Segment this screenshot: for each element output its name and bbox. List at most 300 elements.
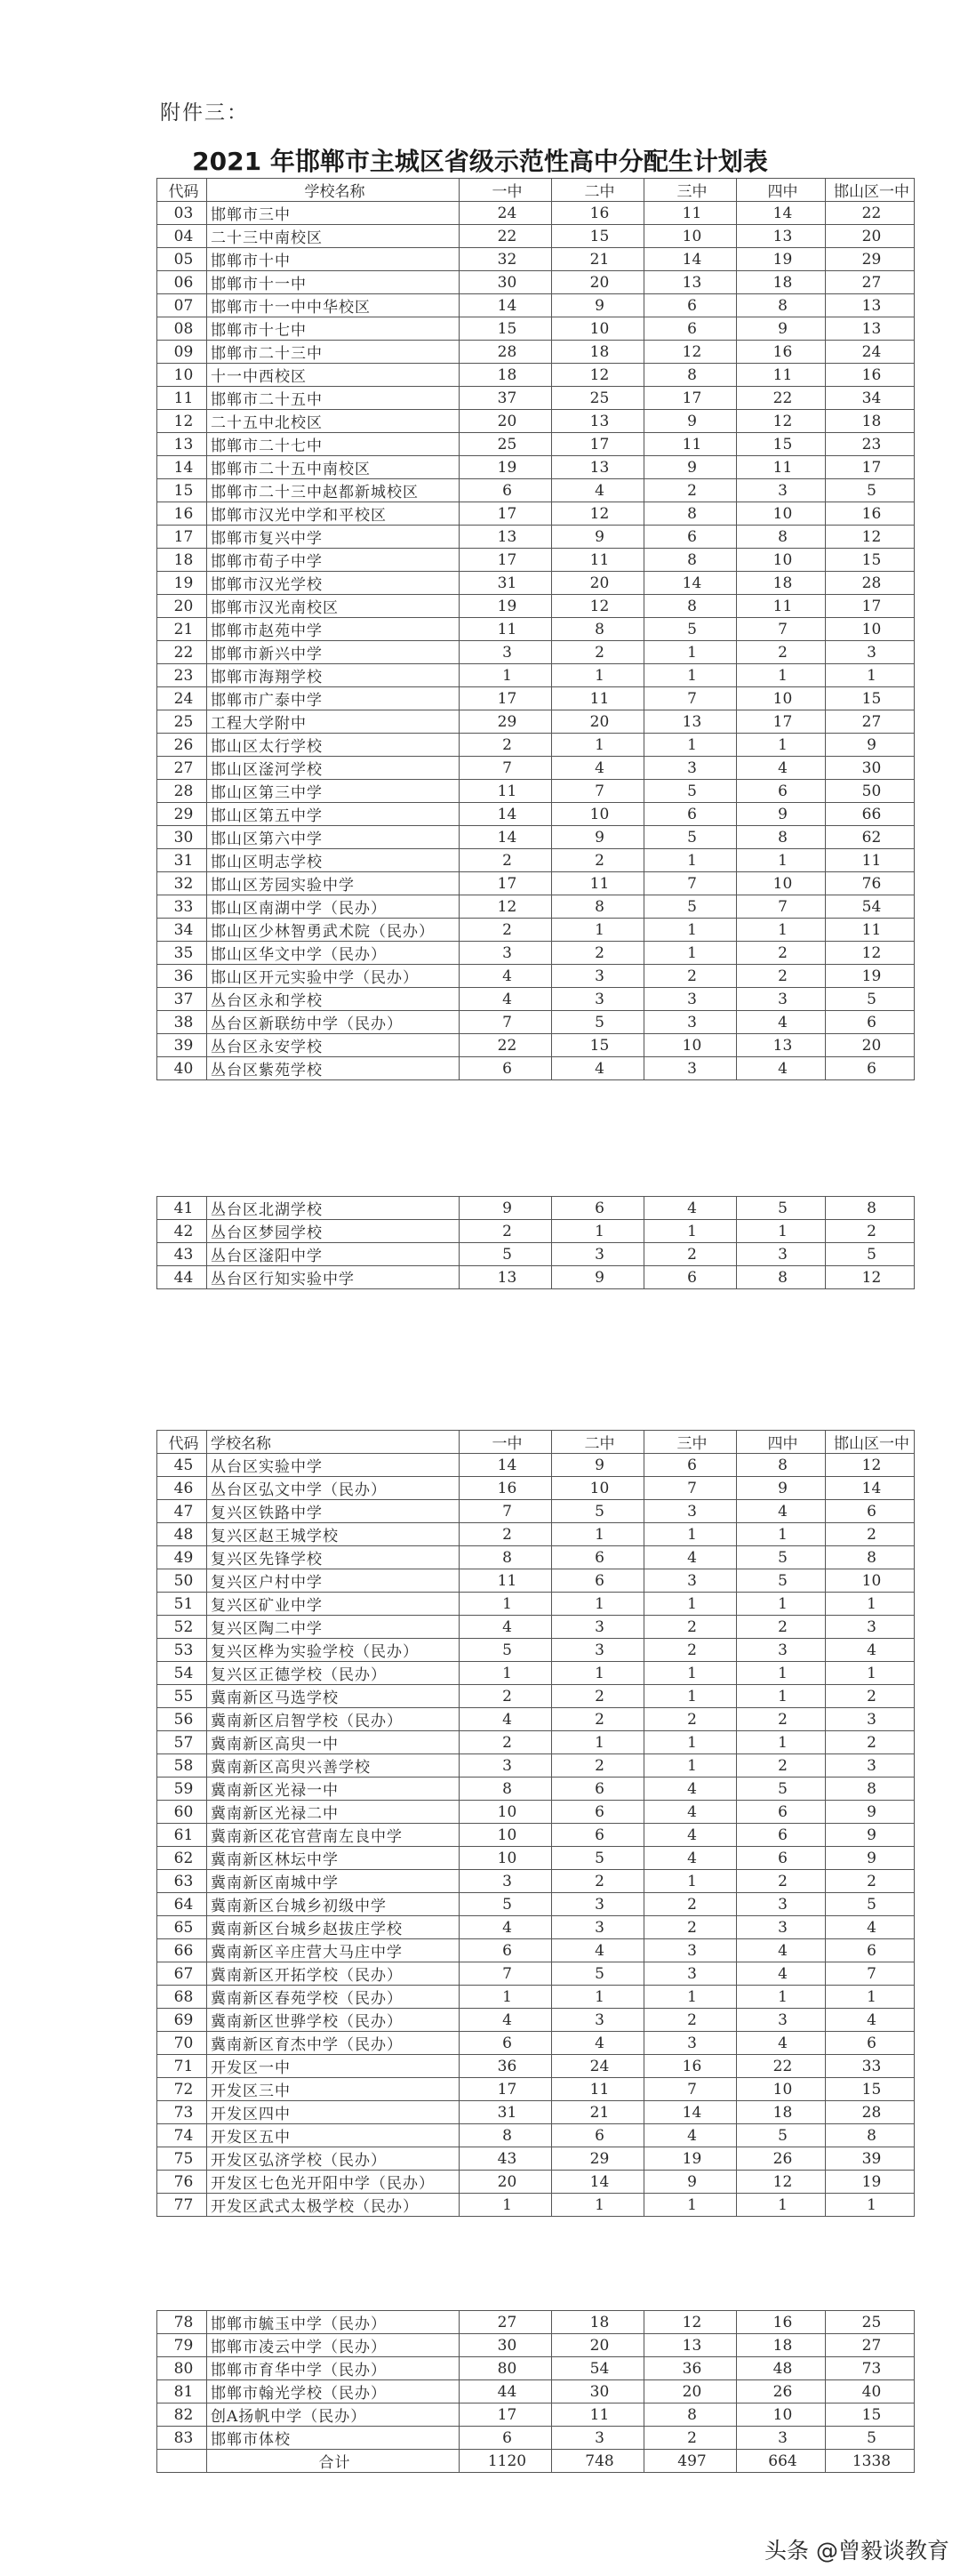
- cell-school-name: 邯郸市二十三中: [207, 341, 460, 364]
- table-row: [157, 2403, 915, 2427]
- cell-quota: 4: [460, 1708, 552, 1731]
- cell-quota: 2: [460, 919, 552, 942]
- allocation-table-1: [156, 178, 915, 1080]
- cell-code: 39: [157, 1034, 207, 1057]
- attachment-label: 附件三：: [160, 101, 249, 124]
- table-row: [157, 710, 915, 734]
- cell-quota: 1: [552, 734, 644, 757]
- cell-quota: 2: [552, 641, 644, 664]
- cell-quota: 7: [552, 780, 644, 803]
- cell-quota: 9: [737, 317, 826, 341]
- cell-quota: 4: [460, 2009, 552, 2032]
- cell-code: 81: [157, 2380, 207, 2403]
- cell-quota: 12: [644, 2311, 737, 2334]
- cell-quota: 37: [460, 387, 552, 410]
- table-row: [157, 2171, 915, 2194]
- cell-quota: 1: [826, 1662, 915, 1685]
- total-row: [157, 2450, 915, 2473]
- cell-quota: 22: [826, 202, 915, 225]
- cell-quota: 10: [644, 1034, 737, 1057]
- cell-quota: 10: [552, 1477, 644, 1500]
- cell-quota: 6: [460, 1057, 552, 1080]
- header-col-3: 四中: [737, 1431, 826, 1454]
- cell-quota: 3: [737, 1243, 826, 1266]
- cell-quota: 36: [460, 2055, 552, 2078]
- cell-quota: 1120: [460, 2450, 552, 2473]
- cell-code: 63: [157, 1870, 207, 1893]
- cell-quota: 8: [737, 1266, 826, 1289]
- cell-code: 37: [157, 988, 207, 1011]
- cell-school-name: 冀南新区辛庄营大马庄中学: [207, 1939, 460, 1962]
- cell-code: 47: [157, 1500, 207, 1523]
- cell-code: 48: [157, 1523, 207, 1546]
- cell-code: 28: [157, 780, 207, 803]
- cell-quota: 6: [737, 780, 826, 803]
- cell-quota: 2: [737, 942, 826, 965]
- cell-quota: 3: [644, 1500, 737, 1523]
- cell-quota: 14: [644, 2101, 737, 2124]
- cell-code: 56: [157, 1708, 207, 1731]
- cell-code: 42: [157, 1220, 207, 1243]
- cell-quota: 3: [552, 988, 644, 1011]
- cell-quota: 14: [460, 826, 552, 849]
- cell-school-name: 邯山区太行学校: [207, 734, 460, 757]
- cell-quota: 5: [552, 1500, 644, 1523]
- cell-quota: 3: [737, 988, 826, 1011]
- cell-school-name: 丛台区弘文中学（民办）: [207, 1477, 460, 1500]
- cell-code: 41: [157, 1197, 207, 1220]
- table-row: [157, 664, 915, 687]
- cell-quota: 11: [644, 202, 737, 225]
- table-row: [157, 2124, 915, 2147]
- cell-quota: 6: [826, 1011, 915, 1034]
- cell-quota: 10: [737, 549, 826, 572]
- cell-school-name: 复兴区先锋学校: [207, 1546, 460, 1569]
- cell-quota: 6: [552, 1197, 644, 1220]
- cell-code: 26: [157, 734, 207, 757]
- cell-quota: 29: [460, 710, 552, 734]
- cell-school-name: 邯郸市十一中中华校区: [207, 294, 460, 317]
- cell-quota: 6: [460, 479, 552, 502]
- cell-quota: 12: [644, 341, 737, 364]
- cell-quota: 6: [826, 2032, 915, 2055]
- cell-quota: 2: [644, 1243, 737, 1266]
- cell-quota: 22: [737, 387, 826, 410]
- cell-code: [157, 2450, 207, 2473]
- cell-school-name: 邯山区芳园实验中学: [207, 872, 460, 895]
- cell-quota: 5: [644, 780, 737, 803]
- cell-school-name: 冀南新区马选学校: [207, 1685, 460, 1708]
- cell-quota: 2: [826, 1523, 915, 1546]
- cell-school-name: 邯山区南湖中学（民办）: [207, 895, 460, 919]
- cell-code: 29: [157, 803, 207, 826]
- table-row: [157, 641, 915, 664]
- cell-school-name: 开发区一中: [207, 2055, 460, 2078]
- cell-quota: 17: [737, 710, 826, 734]
- cell-code: 67: [157, 1962, 207, 1986]
- cell-quota: 1: [737, 734, 826, 757]
- cell-quota: 1: [644, 849, 737, 872]
- cell-quota: 1: [644, 641, 737, 664]
- cell-code: 59: [157, 1778, 207, 1801]
- cell-quota: 11: [737, 456, 826, 479]
- table-row: [157, 572, 915, 595]
- cell-code: 62: [157, 1847, 207, 1870]
- cell-school-name: 丛台区新联纺中学（民办）: [207, 1011, 460, 1034]
- cell-quota: 5: [644, 618, 737, 641]
- table-row: [157, 872, 915, 895]
- table-row: [157, 248, 915, 271]
- cell-code: 07: [157, 294, 207, 317]
- table-row: [157, 271, 915, 294]
- table-row: [157, 687, 915, 710]
- table-row: [157, 1708, 915, 1731]
- cell-quota: 8: [552, 895, 644, 919]
- cell-quota: 16: [826, 502, 915, 526]
- cell-quota: 17: [826, 595, 915, 618]
- cell-quota: 8: [737, 294, 826, 317]
- table-row: [157, 1569, 915, 1593]
- table-row: [157, 2009, 915, 2032]
- cell-school-name: 邯郸市赵苑中学: [207, 618, 460, 641]
- cell-quota: 2: [644, 1916, 737, 1939]
- table-row: [157, 734, 915, 757]
- cell-quota: 40: [826, 2380, 915, 2403]
- cell-quota: 4: [644, 1197, 737, 1220]
- cell-quota: 10: [826, 618, 915, 641]
- cell-code: 38: [157, 1011, 207, 1034]
- cell-quota: 29: [552, 2147, 644, 2171]
- cell-quota: 25: [552, 387, 644, 410]
- cell-code: 08: [157, 317, 207, 341]
- cell-quota: 1: [644, 1593, 737, 1616]
- cell-quota: 6: [552, 1546, 644, 1569]
- cell-quota: 4: [737, 757, 826, 780]
- cell-quota: 20: [552, 710, 644, 734]
- cell-quota: 2: [644, 2009, 737, 2032]
- cell-school-name: 开发区七色光开阳中学（民办）: [207, 2171, 460, 2194]
- cell-quota: 20: [644, 2380, 737, 2403]
- cell-code: 52: [157, 1616, 207, 1639]
- cell-school-name: 邯郸市育华中学（民办）: [207, 2357, 460, 2380]
- cell-quota: 22: [460, 1034, 552, 1057]
- cell-quota: 9: [552, 1266, 644, 1289]
- cell-quota: 4: [644, 1778, 737, 1801]
- table-row: [157, 942, 915, 965]
- cell-code: 34: [157, 919, 207, 942]
- cell-quota: 11: [552, 872, 644, 895]
- cell-quota: 8: [644, 595, 737, 618]
- cell-quota: 13: [737, 225, 826, 248]
- cell-code: 74: [157, 2124, 207, 2147]
- cell-quota: 3: [826, 1708, 915, 1731]
- cell-quota: 3: [552, 2009, 644, 2032]
- cell-quota: 20: [460, 410, 552, 433]
- cell-code: 79: [157, 2334, 207, 2357]
- header-col-2: 三中: [644, 179, 737, 202]
- cell-code: 21: [157, 618, 207, 641]
- cell-quota: 3: [460, 1870, 552, 1893]
- cell-quota: 20: [552, 271, 644, 294]
- table-row: [157, 1685, 915, 1708]
- cell-quota: 3: [737, 1893, 826, 1916]
- table-row: [157, 2427, 915, 2450]
- table-row: [157, 1616, 915, 1639]
- cell-quota: 1: [460, 1986, 552, 2009]
- cell-quota: 1: [737, 1593, 826, 1616]
- cell-quota: 2: [644, 965, 737, 988]
- cell-quota: 14: [644, 248, 737, 271]
- cell-code: 31: [157, 849, 207, 872]
- cell-quota: 4: [737, 2032, 826, 2055]
- cell-quota: 7: [737, 618, 826, 641]
- cell-quota: 3: [552, 1639, 644, 1662]
- cell-quota: 6: [826, 1057, 915, 1080]
- cell-quota: 6: [460, 2427, 552, 2450]
- cell-quota: 5: [826, 1243, 915, 1266]
- cell-quota: 5: [460, 1243, 552, 1266]
- cell-quota: 17: [644, 387, 737, 410]
- cell-quota: 27: [826, 271, 915, 294]
- cell-quota: 1: [644, 1754, 737, 1778]
- cell-quota: 5: [826, 1893, 915, 1916]
- cell-code: 16: [157, 502, 207, 526]
- cell-quota: 6: [552, 1569, 644, 1593]
- cell-quota: 1: [552, 2194, 644, 2217]
- cell-school-name: 邯山区开元实验中学（民办）: [207, 965, 460, 988]
- cell-school-name: 邯山区滏河学校: [207, 757, 460, 780]
- table-row: [157, 1546, 915, 1569]
- cell-school-name: 邯郸市荀子中学: [207, 549, 460, 572]
- table-row: [157, 410, 915, 433]
- allocation-table-4: [156, 2310, 915, 2473]
- cell-quota: 24: [552, 2055, 644, 2078]
- table-row: [157, 202, 915, 225]
- table-row: [157, 1639, 915, 1662]
- cell-quota: 15: [826, 2078, 915, 2101]
- cell-quota: 4: [826, 1916, 915, 1939]
- cell-school-name: 冀南新区世骅学校（民办）: [207, 2009, 460, 2032]
- cell-quota: 18: [826, 410, 915, 433]
- cell-quota: 8: [644, 2403, 737, 2427]
- cell-quota: 2: [644, 479, 737, 502]
- cell-quota: 18: [737, 2334, 826, 2357]
- cell-code: 32: [157, 872, 207, 895]
- table-row: [157, 1801, 915, 1824]
- cell-code: 77: [157, 2194, 207, 2217]
- cell-quota: 3: [552, 1243, 644, 1266]
- cell-quota: 1: [737, 1220, 826, 1243]
- cell-quota: 27: [460, 2311, 552, 2334]
- table-row: [157, 2311, 915, 2334]
- cell-quota: 6: [737, 1801, 826, 1824]
- cell-code: 75: [157, 2147, 207, 2171]
- cell-quota: 1: [552, 1731, 644, 1754]
- cell-quota: 10: [826, 1569, 915, 1593]
- cell-quota: 4: [644, 1847, 737, 1870]
- cell-quota: 20: [826, 225, 915, 248]
- cell-quota: 4: [826, 2009, 915, 2032]
- cell-quota: 6: [644, 803, 737, 826]
- cell-quota: 9: [826, 1801, 915, 1824]
- cell-quota: 10: [552, 317, 644, 341]
- cell-quota: 7: [644, 872, 737, 895]
- cell-quota: 13: [826, 294, 915, 317]
- cell-quota: 11: [460, 1569, 552, 1593]
- cell-school-name: 丛台区紫苑学校: [207, 1057, 460, 1080]
- cell-quota: 9: [737, 1477, 826, 1500]
- table-row: [157, 1824, 915, 1847]
- table-row: [157, 549, 915, 572]
- cell-quota: 6: [460, 1939, 552, 1962]
- cell-code: 71: [157, 2055, 207, 2078]
- cell-quota: 30: [826, 757, 915, 780]
- cell-code: 15: [157, 479, 207, 502]
- cell-quota: 12: [552, 364, 644, 387]
- cell-quota: 15: [552, 225, 644, 248]
- cell-quota: 2: [737, 1754, 826, 1778]
- cell-quota: 3: [826, 641, 915, 664]
- cell-quota: 6: [826, 1939, 915, 1962]
- header-code: 代码: [157, 1431, 207, 1454]
- cell-quota: 4: [826, 1639, 915, 1662]
- cell-quota: 1: [826, 664, 915, 687]
- cell-quota: 8: [826, 2124, 915, 2147]
- table-row: [157, 2147, 915, 2171]
- cell-school-name: 从台区实验中学: [207, 1454, 460, 1477]
- cell-quota: 14: [552, 2171, 644, 2194]
- cell-quota: 4: [460, 1916, 552, 1939]
- cell-code: 12: [157, 410, 207, 433]
- cell-quota: 1: [737, 1731, 826, 1754]
- cell-quota: 17: [460, 2403, 552, 2427]
- cell-code: 80: [157, 2357, 207, 2380]
- cell-quota: 25: [460, 433, 552, 456]
- cell-quota: 5: [737, 1778, 826, 1801]
- cell-quota: 8: [644, 364, 737, 387]
- cell-quota: 11: [460, 618, 552, 641]
- cell-school-name: 冀南新区光禄二中: [207, 1801, 460, 1824]
- cell-code: 06: [157, 271, 207, 294]
- header-col-2: 三中: [644, 1431, 737, 1454]
- cell-code: 14: [157, 456, 207, 479]
- cell-code: 33: [157, 895, 207, 919]
- cell-school-name: 丛台区行知实验中学: [207, 1266, 460, 1289]
- cell-quota: 2: [737, 965, 826, 988]
- cell-school-name: 邯郸市体校: [207, 2427, 460, 2450]
- cell-code: 40: [157, 1057, 207, 1080]
- cell-quota: 2: [552, 942, 644, 965]
- cell-quota: 13: [826, 317, 915, 341]
- cell-school-name: 开发区三中: [207, 2078, 460, 2101]
- allocation-table-3: [156, 1430, 915, 2217]
- cell-quota: 36: [644, 2357, 737, 2380]
- cell-quota: 4: [737, 1962, 826, 1986]
- cell-quota: 3: [460, 942, 552, 965]
- cell-quota: 12: [737, 410, 826, 433]
- cell-quota: 3: [644, 988, 737, 1011]
- cell-code: 78: [157, 2311, 207, 2334]
- cell-quota: 1: [826, 2194, 915, 2217]
- cell-quota: 8: [552, 618, 644, 641]
- cell-code: 60: [157, 1801, 207, 1824]
- cell-quota: 11: [826, 849, 915, 872]
- cell-quota: 26: [737, 2380, 826, 2403]
- cell-school-name: 邯郸市广泰中学: [207, 687, 460, 710]
- cell-quota: 23: [826, 433, 915, 456]
- cell-quota: 8: [737, 1454, 826, 1477]
- header-col-1: 二中: [552, 179, 644, 202]
- cell-quota: 54: [552, 2357, 644, 2380]
- cell-quota: 8: [460, 1778, 552, 1801]
- cell-quota: 1: [644, 664, 737, 687]
- cell-school-name: 冀南新区光禄一中: [207, 1778, 460, 1801]
- cell-code: 49: [157, 1546, 207, 1569]
- cell-quota: 54: [826, 895, 915, 919]
- allocation-table-2: [156, 1196, 915, 1289]
- table-row: [157, 2334, 915, 2357]
- cell-quota: 1: [737, 849, 826, 872]
- cell-quota: 16: [737, 2311, 826, 2334]
- cell-school-name: 邯郸市汉光中学和平校区: [207, 502, 460, 526]
- cell-quota: 1338: [826, 2450, 915, 2473]
- cell-quota: 5: [826, 2427, 915, 2450]
- cell-quota: 1: [552, 1593, 644, 1616]
- cell-quota: 16: [460, 1477, 552, 1500]
- cell-quota: 2: [552, 1754, 644, 1778]
- cell-school-name: 邯郸市二十七中: [207, 433, 460, 456]
- table-row: [157, 2078, 915, 2101]
- cell-quota: 1: [826, 1986, 915, 2009]
- cell-quota: 3: [826, 1616, 915, 1639]
- cell-code: 45: [157, 1454, 207, 1477]
- cell-quota: 6: [737, 1824, 826, 1847]
- header-row: [157, 1431, 915, 1454]
- cell-quota: 2: [737, 1708, 826, 1731]
- table-row: [157, 826, 915, 849]
- cell-quota: 24: [826, 341, 915, 364]
- cell-quota: 10: [737, 872, 826, 895]
- cell-quota: 5: [552, 1847, 644, 1870]
- cell-code: 18: [157, 549, 207, 572]
- cell-quota: 30: [552, 2380, 644, 2403]
- table-row: [157, 2357, 915, 2380]
- cell-school-name: 邯郸市二十三中赵都新城校区: [207, 479, 460, 502]
- cell-quota: 13: [552, 410, 644, 433]
- cell-quota: 21: [552, 2101, 644, 2124]
- cell-code: 23: [157, 664, 207, 687]
- cell-school-name: 冀南新区林坛中学: [207, 1847, 460, 1870]
- cell-quota: 27: [826, 710, 915, 734]
- cell-quota: 28: [826, 2101, 915, 2124]
- cell-quota: 2: [460, 1220, 552, 1243]
- cell-quota: 9: [826, 1847, 915, 1870]
- cell-code: 66: [157, 1939, 207, 1962]
- cell-code: 30: [157, 826, 207, 849]
- cell-quota: 1: [737, 1685, 826, 1708]
- table-row: [157, 341, 915, 364]
- table-row: [157, 965, 915, 988]
- cell-quota: 33: [826, 2055, 915, 2078]
- cell-code: 04: [157, 225, 207, 248]
- cell-quota: 3: [552, 1893, 644, 1916]
- cell-code: 70: [157, 2032, 207, 2055]
- cell-quota: 1: [644, 1685, 737, 1708]
- cell-quota: 3: [552, 2427, 644, 2450]
- cell-quota: 4: [552, 1057, 644, 1080]
- cell-quota: 15: [826, 687, 915, 710]
- cell-school-name: 十一中西校区: [207, 364, 460, 387]
